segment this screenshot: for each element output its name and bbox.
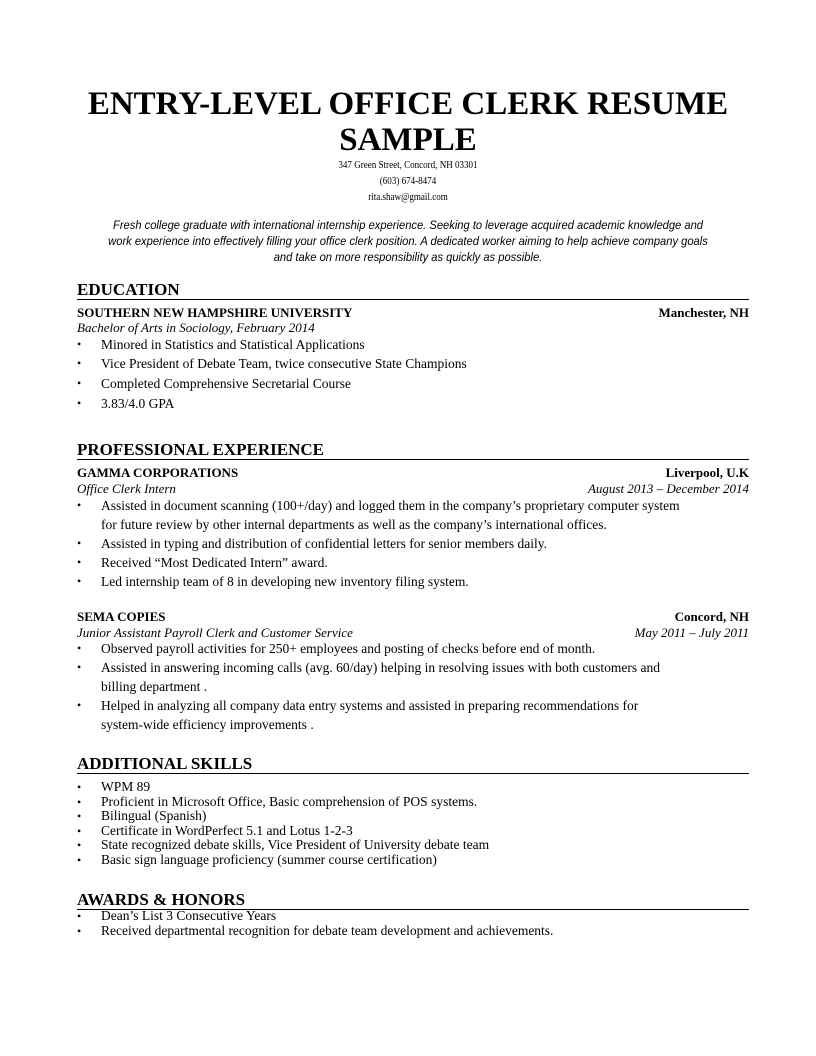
list-item: • State recognized debate skills, Vice President of University debate team — [77, 837, 490, 853]
bullet-icon: • — [77, 337, 82, 351]
section-heading-experience: PROFESSIONAL EXPERIENCE — [77, 441, 749, 460]
list-item: • Received “Most Dedicated Intern” award. — [77, 555, 328, 570]
section-heading-education: EDUCATION — [77, 281, 749, 300]
bullet-icon: • — [77, 838, 82, 853]
list-item: • Certificate in WordPerfect 5.1 and Lotus 1-2-3 — [77, 822, 353, 838]
list-item: • Basic sign language proficiency (summer course certification) — [77, 851, 437, 867]
summary-line: Fresh college graduate with international internship experience. Seeking to leverage acquired academic knowledge and — [113, 218, 703, 232]
bullet-icon: • — [77, 809, 82, 824]
contact-address: 347 Green Street, Concord, NH 03301 — [338, 160, 478, 171]
summary — [94, 217, 723, 265]
bullet-icon: • — [77, 376, 82, 390]
job-role-row — [77, 481, 749, 497]
school-location: Manchester, NH — [658, 305, 749, 320]
bullet-icon: • — [77, 396, 82, 410]
job1-bullet-list — [77, 496, 749, 591]
company-location: Concord, NH — [674, 609, 749, 624]
list-item: • Completed Comprehensive Secretarial Course — [77, 376, 352, 391]
list-item: • Received departmental recognition for debate team development and achievements. — [77, 922, 554, 938]
bullet-icon: • — [77, 794, 82, 809]
company-name: GAMMA CORPORATIONS — [77, 465, 239, 480]
contact-email: rita.shaw@gmail.com — [368, 192, 448, 203]
bullet-icon: • — [77, 852, 82, 867]
bullet-icon: • — [77, 555, 82, 569]
bullet-icon: • — [77, 909, 82, 923]
awards-bullet-list — [77, 909, 749, 938]
summary-line: work experience into effectively filling your office clerk position. A dedicated worker aiming to help achieve company goals — [108, 234, 708, 248]
school-name: SOUTHERN NEW HAMPSHIRE UNIVERSITY — [77, 305, 353, 320]
bullet-icon: • — [77, 660, 82, 674]
skills-bullet-list — [77, 780, 749, 868]
summary-line: and take on more responsibility as quickly as possible. — [273, 250, 543, 264]
job-dates: August 2013 – December 2014 — [587, 481, 749, 496]
bullet-icon: • — [77, 698, 82, 712]
section-heading-awards: AWARDS & HONORS — [77, 891, 749, 910]
bullet-icon: • — [77, 641, 82, 655]
list-item: • WPM 89 — [77, 779, 151, 794]
bullet-icon: • — [77, 536, 82, 550]
list-item: • Bilingual (Spanish) — [77, 808, 207, 824]
company-location: Liverpool, U.K — [665, 465, 749, 480]
job-dates: May 2011 – July 2011 — [634, 625, 749, 640]
title-line-2: SAMPLE — [339, 122, 477, 158]
list-item: • Led internship team of 8 in developing new inventory filing system. — [77, 574, 469, 589]
bullet-icon: • — [77, 780, 82, 794]
list-item: • Assisted in document scanning (100+/day) and logged them in the company’s proprietary computer system for future review by other internal departments as well as the company’s international offices. — [77, 498, 680, 532]
job-header-row — [77, 465, 749, 481]
section-heading-skills: ADDITIONAL SKILLS — [77, 755, 749, 774]
list-item: • Minored in Statistics and Statistical Applications — [77, 337, 365, 352]
list-item: • Helped in analyzing all company data entry systems and assisted in preparing recommendations for system-wide efficiency improvements . — [77, 698, 639, 732]
bullet-icon: • — [77, 823, 82, 838]
contact-phone: (603) 674-8474 — [379, 176, 437, 187]
company-name: SEMA COPIES — [77, 609, 166, 624]
job2-bullet-list — [77, 639, 749, 734]
resume-title — [60, 86, 756, 158]
list-item: • Assisted in answering incoming calls (avg. 60/day) helping in resolving issues with both customers and billing department . — [77, 660, 661, 694]
title-line-1: ENTRY-LEVEL OFFICE CLERK RESUME — [87, 86, 729, 122]
list-item: • Proficient in Microsoft Office, Basic comprehension of POS systems. — [77, 793, 478, 809]
job-header-row — [77, 609, 749, 625]
job-role: Junior Assistant Payroll Clerk and Customer Service — [77, 625, 353, 640]
bullet-icon: • — [77, 356, 82, 370]
degree: Bachelor of Arts in Sociology, February 2014 — [77, 320, 315, 335]
education-school-row — [77, 305, 749, 321]
bullet-icon: • — [77, 574, 82, 588]
education-bullet-list — [77, 335, 749, 413]
list-item: • Assisted in typing and distribution of confidential letters for senior members daily. — [77, 536, 548, 551]
list-item: • Vice President of Debate Team, twice consecutive State Champions — [77, 356, 467, 371]
bullet-icon: • — [77, 498, 82, 512]
list-item: • Observed payroll activities for 250+ employees and posting of checks before end of month. — [77, 641, 596, 656]
education-degree-row — [77, 320, 749, 336]
list-item: • 3.83/4.0 GPA — [77, 396, 175, 411]
list-item: • Dean’s List 3 Consecutive Years — [77, 908, 277, 923]
job-role: Office Clerk Intern — [77, 481, 176, 496]
bullet-icon: • — [77, 923, 82, 938]
